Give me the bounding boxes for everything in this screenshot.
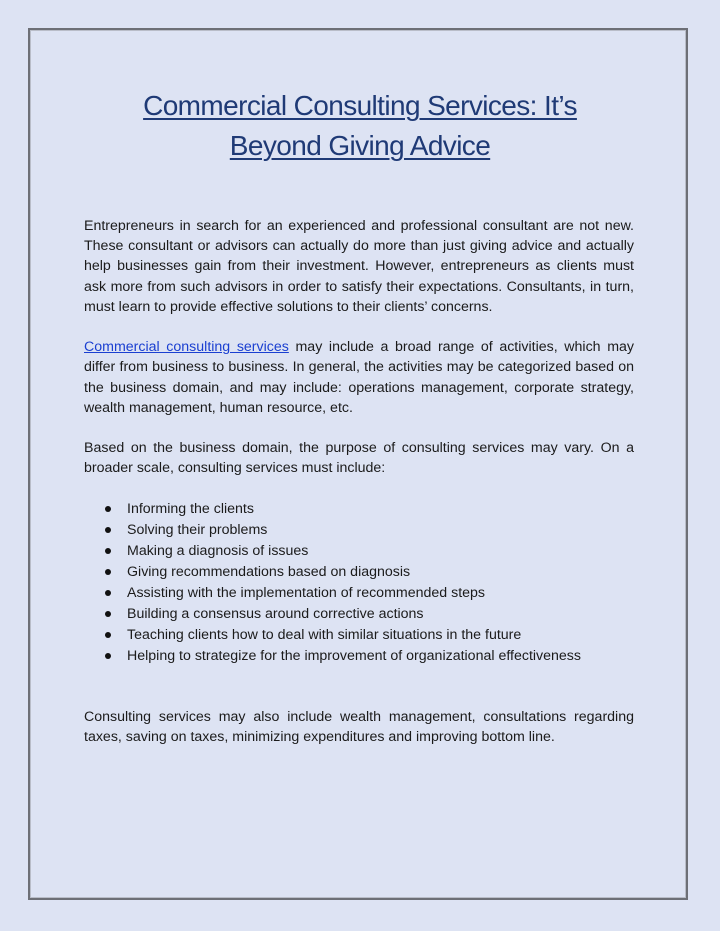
services-paragraph-text: may include a broad range of activities, which may differ from business to business. In general, the activities may be categorized based on the business domain, and may include: operations management, corporate strategy, wealth management, human resource, etc. — [84, 339, 634, 416]
closing-paragraph: Consulting services may also include wealth management, consultations regarding taxes, saving on taxes, minimizing expenditures and improving bottom line. — [84, 708, 634, 745]
title-line-1: Commercial Consulting Services: It’s — [143, 90, 577, 121]
list-item: Solving their problems — [84, 520, 634, 541]
paragraph-spacer — [84, 687, 634, 707]
bullet-icon — [105, 653, 111, 659]
bullet-icon — [105, 590, 111, 596]
intro-paragraph: Entrepreneurs in search for an experienced and professional consultant are not new. These consultant or advisors can actually do more than just giving advice and actually help businesses gain from their investment. However, entrepreneurs as clients must ask more from such advisors in order to satisfy their expectations. Consultants, in turn, must learn to provide effective solutions to their clients’ concerns. — [84, 218, 634, 315]
title-line-2: Beyond Giving Advice — [229, 130, 491, 161]
list-item: Building a consensus around corrective actions — [84, 604, 634, 625]
bullet-icon — [105, 611, 111, 617]
list-item: Informing the clients — [84, 499, 634, 520]
list-item: Teaching clients how to deal with similar situations in the future — [84, 625, 634, 646]
list-item: Assisting with the implementation of recommended steps — [84, 583, 634, 604]
bullet-icon — [105, 506, 111, 512]
commercial-consulting-link[interactable]: Commercial consulting services — [84, 339, 289, 356]
page-title — [60, 86, 660, 166]
bullet-icon — [105, 632, 111, 638]
list-item: Making a diagnosis of issues — [84, 541, 634, 562]
bullet-icon — [105, 548, 111, 554]
list-item: Helping to strategize for the improvement of organizational effectiveness — [84, 646, 634, 667]
bullet-icon — [105, 527, 111, 533]
list-item: Giving recommendations based on diagnosis — [84, 562, 634, 583]
purpose-paragraph: Based on the business domain, the purpose of consulting services may vary. On a broader scale, consulting services must include: — [84, 440, 634, 477]
bullet-icon — [105, 569, 111, 575]
services-bullet-list — [84, 499, 634, 667]
document-body — [84, 216, 634, 767]
services-paragraph — [84, 337, 634, 418]
